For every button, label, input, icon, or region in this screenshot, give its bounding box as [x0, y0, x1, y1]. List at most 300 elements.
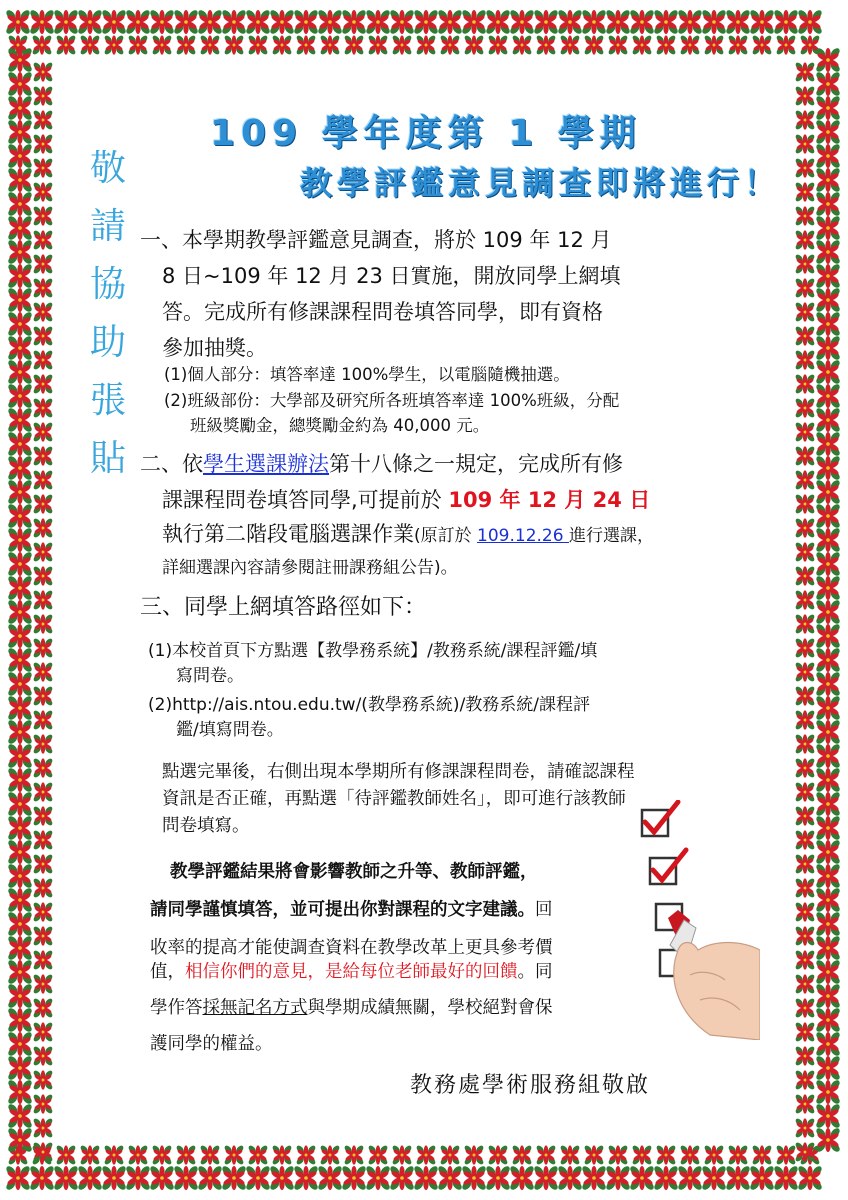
title-line-1: 109 學年度第 1 學期: [210, 113, 642, 154]
poinsettia-icon: [7, 983, 34, 1010]
poinsettia-icon: [295, 34, 316, 55]
poinsettia-icon: [7, 407, 34, 434]
poinsettia-icon: [7, 239, 34, 266]
poinsettia-icon: [535, 34, 556, 55]
poinsettia-icon: [653, 9, 680, 36]
poinsettia-icon: [794, 157, 815, 178]
poinsettia-icon: [32, 493, 53, 514]
poinsettia-icon: [437, 9, 464, 36]
section1-line: 8 日~109 年 12 月 23 日實施，開放同學上網填: [162, 264, 621, 288]
poinsettia-icon: [151, 34, 172, 55]
poinsettia-icon: [794, 613, 815, 634]
section1-line: 參加抽獎。: [162, 336, 267, 360]
poinsettia-icon: [815, 1127, 842, 1154]
poinsettia-icon: [7, 719, 34, 746]
closing-line: 教學評鑑結果將會影響教師之升等、教師評鑑，: [170, 862, 538, 882]
poinsettia-icon: [32, 1069, 53, 1090]
poinsettia-icon: [32, 517, 53, 538]
poinsettia-icon: [815, 1007, 842, 1034]
poinsettia-icon: [773, 1165, 800, 1192]
poinsettia-icon: [559, 1144, 580, 1165]
poinsettia-icon: [727, 1144, 748, 1165]
poinsettia-icon: [583, 34, 604, 55]
poinsettia-icon: [815, 359, 842, 386]
poinsettia-icon: [751, 34, 772, 55]
poinsettia-icon: [815, 887, 842, 914]
poinsettia-icon: [151, 1144, 172, 1165]
poinsettia-icon: [815, 575, 842, 602]
poinsettia-icon: [605, 9, 632, 36]
poinsettia-icon: [815, 911, 842, 938]
poinsettia-icon: [32, 805, 53, 826]
poinsettia-icon: [269, 1165, 296, 1192]
poinsettia-icon: [79, 34, 100, 55]
poinsettia-icon: [29, 1165, 56, 1192]
poinsettia-icon: [7, 527, 34, 554]
poinsettia-icon: [794, 469, 815, 490]
vertical-char: 貼: [89, 438, 126, 479]
poinsettia-icon: [815, 815, 842, 842]
poinsettia-icon: [367, 1144, 388, 1165]
section2-text: 課課程問卷填答同學,可提前於: [162, 488, 449, 512]
poinsettia-icon: [815, 503, 842, 530]
poinsettia-icon: [221, 1165, 248, 1192]
section1-line: 一、本學期教學評鑑意見調查，將於 109 年 12 月: [140, 228, 612, 252]
poinsettia-icon: [32, 109, 53, 130]
poinsettia-icon: [341, 9, 368, 36]
poinsettia-icon: [7, 791, 34, 818]
poinsettia-icon: [815, 551, 842, 578]
poinsettia-icon: [32, 829, 53, 850]
poinsettia-icon: [794, 733, 815, 754]
poinsettia-icon: [655, 34, 676, 55]
poinsettia-icon: [794, 1117, 815, 1138]
poinsettia-icon: [199, 1144, 220, 1165]
poinsettia-icon: [149, 1165, 176, 1192]
title-line-2: 教學評鑑意見調查即將進行！: [300, 164, 782, 202]
section2-prefix: 二、依: [140, 452, 203, 476]
poinsettia-icon: [794, 565, 815, 586]
poinsettia-icon: [7, 311, 34, 338]
poinsettia-icon: [317, 1165, 344, 1192]
poinsettia-icon: [815, 527, 842, 554]
poinsettia-icon: [32, 229, 53, 250]
poinsettia-icon: [55, 1144, 76, 1165]
poinsettia-icon: [415, 1144, 436, 1165]
section3-step: 鑑/填寫問卷。: [176, 720, 284, 740]
poinsettia-icon: [533, 9, 560, 36]
closing-text: 學作答: [150, 998, 203, 1018]
poinsettia-icon: [32, 949, 53, 970]
poinsettia-icon: [32, 877, 53, 898]
poinsettia-icon: [815, 47, 842, 74]
poinsettia-icon: [32, 901, 53, 922]
poinsettia-icon: [794, 829, 815, 850]
poinsettia-icon: [815, 743, 842, 770]
poinsettia-icon: [703, 34, 724, 55]
signature: 教務處學術服務組敬啟: [410, 1073, 651, 1098]
poinsettia-icon: [245, 9, 272, 36]
poinsettia-icon: [794, 133, 815, 154]
section2-line: 詳細選課內容請參閱註冊課務組公告)。: [162, 558, 458, 578]
poinsettia-icon: [101, 1165, 128, 1192]
section1-sub-item: (1)個人部分：填答率達 100%學生，以電腦隨機抽選。: [164, 365, 570, 384]
poinsettia-icon: [391, 34, 412, 55]
poinsettia-icon: [175, 1144, 196, 1165]
poinsettia-icon: [125, 1165, 152, 1192]
poinsettia-icon: [557, 1165, 584, 1192]
section2-text: 第十八條之一規定，完成所有修: [329, 452, 623, 476]
poinsettia-icon: [815, 647, 842, 674]
poinsettia-icon: [794, 349, 815, 370]
poinsettia-icon: [197, 1165, 224, 1192]
poinsettia-icon: [7, 695, 34, 722]
poinsettia-icon: [32, 397, 53, 418]
poinsettia-icon: [703, 1144, 724, 1165]
poinsettia-icon: [413, 1165, 440, 1192]
poinsettia-icon: [389, 9, 416, 36]
poinsettia-icon: [32, 757, 53, 778]
poinsettia-icon: [509, 9, 536, 36]
poinsettia-icon: [775, 34, 796, 55]
poinsettia-icon: [149, 9, 176, 36]
poinsettia-icon: [343, 34, 364, 55]
poinsettia-icon: [794, 493, 815, 514]
poinsettia-icon: [815, 287, 842, 314]
closing-line: [150, 996, 553, 1021]
poinsettia-icon: [7, 959, 34, 986]
poinsettia-icon: [487, 34, 508, 55]
poinsettia-icon: [511, 1144, 532, 1165]
poinsettia-icon: [794, 253, 815, 274]
poinsettia-icon: [7, 767, 34, 794]
poinsettia-icon: [7, 95, 34, 122]
poinsettia-icon: [5, 9, 32, 36]
poinsettia-icon: [103, 1144, 124, 1165]
poinsettia-icon: [794, 301, 815, 322]
poinsettia-icon: [815, 215, 842, 242]
poinsettia-icon: [794, 445, 815, 466]
poinsettia-icon: [7, 935, 34, 962]
poinsettia-icon: [32, 1021, 53, 1042]
closing-text: 與學期成績無關，學校絕對會保: [307, 998, 553, 1018]
poinsettia-icon: [794, 181, 815, 202]
poinsettia-icon: [7, 863, 34, 890]
poinsettia-icon: [727, 34, 748, 55]
poinsettia-icon: [815, 935, 842, 962]
poinsettia-icon: [175, 34, 196, 55]
poinsettia-icon: [32, 637, 53, 658]
poinsettia-icon: [103, 34, 124, 55]
poinsettia-icon: [223, 1144, 244, 1165]
poinsettia-icon: [629, 9, 656, 36]
poinsettia-icon: [7, 671, 34, 698]
poinsettia-icon: [32, 565, 53, 586]
poinsettia-icon: [794, 397, 815, 418]
poinsettia-icon: [751, 1144, 772, 1165]
poinsettia-icon: [53, 9, 80, 36]
poinsettia-icon: [815, 71, 842, 98]
poinsettia-icon: [7, 743, 34, 770]
vertical-char: 請: [89, 206, 126, 247]
vertical-char: 協: [89, 264, 126, 305]
poinsettia-icon: [53, 1165, 80, 1192]
poinsettia-icon: [815, 239, 842, 266]
poinsettia-icon: [32, 181, 53, 202]
poinsettia-icon: [221, 9, 248, 36]
poinsettia-icon: [794, 109, 815, 130]
poinsettia-icon: [389, 1165, 416, 1192]
poinsettia-icon: [32, 685, 53, 706]
poinsettia-icon: [32, 253, 53, 274]
poinsettia-icon: [173, 1165, 200, 1192]
poinsettia-icon: [815, 383, 842, 410]
poinsettia-icon: [245, 1165, 272, 1192]
checkbox-checked-icon: [650, 850, 686, 884]
poinsettia-icon: [32, 325, 53, 346]
poinsettia-icon: [773, 9, 800, 36]
checklist-hand-illustration: [620, 800, 760, 1040]
poinsettia-icon: [365, 9, 392, 36]
poinsettia-icon: [7, 215, 34, 242]
poinsettia-icon: [55, 34, 76, 55]
poinsettia-icon: [794, 997, 815, 1018]
poinsettia-icon: [794, 901, 815, 922]
poinsettia-icon: [32, 157, 53, 178]
poinsettia-icon: [815, 191, 842, 218]
poinsettia-icon: [749, 9, 776, 36]
poinsettia-icon: [794, 421, 815, 442]
poinsettia-icon: [677, 1165, 704, 1192]
poinsettia-icon: [701, 9, 728, 36]
poinsettia-icon: [125, 9, 152, 36]
poinsettia-icon: [775, 1144, 796, 1165]
closing-text: 。同: [517, 962, 553, 982]
poinsettia-icon: [581, 1165, 608, 1192]
closing-text: 回: [535, 900, 553, 920]
poinsettia-icon: [319, 34, 340, 55]
poinsettia-icon: [559, 34, 580, 55]
vertical-char: 助: [89, 322, 126, 363]
poinsettia-icon: [629, 1165, 656, 1192]
section3-heading: 三、同學上網填答路徑如下：: [140, 595, 427, 620]
poinsettia-icon: [32, 613, 53, 634]
poinsettia-icon: [32, 1045, 53, 1066]
poinsettia-icon: [7, 911, 34, 938]
section3-step: (2)http://ais.ntou.edu.tw/(教學務系統)/教務系統/課程評: [148, 695, 591, 715]
section2-text: (原訂於: [414, 526, 478, 546]
poinsettia-icon: [7, 623, 34, 650]
poinsettia-icon: [725, 9, 752, 36]
poinsettia-icon: [815, 479, 842, 506]
poinsettia-icon: [794, 661, 815, 682]
closing-line: 收率的提高才能使調查資料在教學改革上更具參考價: [150, 938, 553, 958]
poinsettia-icon: [679, 1144, 700, 1165]
poinsettia-icon: [415, 34, 436, 55]
poinsettia-icon: [815, 335, 842, 362]
poinsettia-icon: [317, 9, 344, 36]
poinsettia-icon: [32, 85, 53, 106]
poinsettia-icon: [815, 1079, 842, 1106]
section2-text: 進行選課，: [568, 526, 654, 546]
poinsettia-icon: [7, 263, 34, 290]
poinsettia-icon: [815, 959, 842, 986]
poinsettia-icon: [439, 1144, 460, 1165]
poinsettia-icon: [293, 1165, 320, 1192]
poinsettia-icon: [247, 1144, 268, 1165]
poinsettia-icon: [749, 1165, 776, 1192]
poinsettia-icon: [487, 1144, 508, 1165]
closing-line: [150, 898, 553, 923]
poinsettia-icon: [794, 1069, 815, 1090]
poinsettia-icon: [31, 34, 52, 55]
early-selection-date: 109 年 12 月 24 日: [448, 488, 651, 512]
poinsettia-icon: [437, 1165, 464, 1192]
poinsettia-icon: [815, 167, 842, 194]
poinsettia-icon: [485, 1165, 512, 1192]
closing-line: [150, 960, 553, 985]
section3-note: 問卷填寫。: [162, 816, 250, 836]
poinsettia-icon: [367, 34, 388, 55]
poinsettia-icon: [463, 34, 484, 55]
closing-bold: 請同學謹慎填答，並可提出你對課程的文字建議。: [150, 900, 535, 920]
section3-step: 寫問卷。: [176, 666, 244, 686]
course-selection-rules-link[interactable]: 學生選課辦法: [203, 452, 329, 476]
poinsettia-icon: [32, 61, 53, 82]
poinsettia-icon: [815, 983, 842, 1010]
poinsettia-icon: [7, 647, 34, 674]
poinsettia-icon: [607, 34, 628, 55]
poinsettia-icon: [7, 1055, 34, 1082]
poinsettia-icon: [679, 34, 700, 55]
poinsettia-icon: [413, 9, 440, 36]
poinsettia-icon: [295, 1144, 316, 1165]
closing-text: 值，: [150, 962, 185, 982]
poinsettia-icon: [815, 143, 842, 170]
poinsettia-icon: [77, 9, 104, 36]
poinsettia-icon: [32, 997, 53, 1018]
poinsettia-icon: [32, 733, 53, 754]
poinsettia-icon: [794, 277, 815, 298]
poinsettia-icon: [794, 949, 815, 970]
closing-underline: 採無記名方式: [202, 998, 308, 1018]
poinsettia-icon: [794, 373, 815, 394]
poinsettia-icon: [797, 1165, 824, 1192]
poinsettia-icon: [815, 719, 842, 746]
poinsettia-icon: [173, 9, 200, 36]
poinsettia-icon: [535, 1144, 556, 1165]
poinsettia-icon: [605, 1165, 632, 1192]
poinsettia-icon: [794, 637, 815, 658]
poinsettia-icon: [7, 1103, 34, 1130]
section1-line: 答。完成所有修課課程問卷填答同學，即有資格: [162, 300, 603, 324]
poinsettia-icon: [815, 623, 842, 650]
poinsettia-icon: [127, 1144, 148, 1165]
vertical-please-post-text: [83, 140, 133, 488]
poinsettia-icon: [32, 589, 53, 610]
poinsettia-icon: [794, 709, 815, 730]
poinsettia-icon: [511, 34, 532, 55]
closing-line: 護同學的權益。: [150, 1034, 273, 1054]
checkbox-checked-icon: [642, 802, 678, 836]
poinsettia-icon: [725, 1165, 752, 1192]
poinsettia-icon: [7, 1007, 34, 1034]
poinsettia-icon: [7, 383, 34, 410]
poinsettia-icon: [461, 1165, 488, 1192]
poinsettia-icon: [655, 1144, 676, 1165]
poinsettia-icon: [794, 781, 815, 802]
poinsettia-icon: [32, 445, 53, 466]
poinsettia-icon: [815, 119, 842, 146]
poinsettia-icon: [7, 287, 34, 314]
section3-note: 點選完畢後，右側出現本學期所有修課課程問卷，請確認課程: [162, 762, 635, 782]
poinsettia-icon: [794, 85, 815, 106]
vertical-char: 張: [89, 380, 126, 421]
poinsettia-icon: [79, 1144, 100, 1165]
poinsettia-icon: [461, 9, 488, 36]
poinsettia-icon: [32, 301, 53, 322]
poinsettia-icon: [631, 34, 652, 55]
poinsettia-icon: [7, 71, 34, 98]
poinsettia-icon: [794, 757, 815, 778]
poinsettia-icon: [343, 1144, 364, 1165]
poinsettia-icon: [341, 1165, 368, 1192]
poinsettia-icon: [7, 815, 34, 842]
poinsettia-icon: [32, 373, 53, 394]
poinsettia-icon: [607, 1144, 628, 1165]
poinsettia-icon: [794, 61, 815, 82]
poinsettia-icon: [815, 431, 842, 458]
poinsettia-icon: [7, 1031, 34, 1058]
poinsettia-icon: [7, 479, 34, 506]
poinsettia-icon: [29, 9, 56, 36]
poinsettia-icon: [271, 34, 292, 55]
poinsettia-icon: [7, 431, 34, 458]
poinsettia-icon: [269, 9, 296, 36]
poinsettia-icon: [32, 205, 53, 226]
poinsettia-icon: [815, 863, 842, 890]
section2-line: [162, 482, 650, 518]
poinsettia-icon: [32, 1093, 53, 1114]
poinsettia-icon: [815, 1055, 842, 1082]
poinsettia-icon: [32, 541, 53, 562]
poinsettia-icon: [701, 1165, 728, 1192]
poinsettia-icon: [794, 877, 815, 898]
poinsettia-icon: [815, 1103, 842, 1130]
poinsettia-icon: [794, 685, 815, 706]
poinsettia-icon: [815, 311, 842, 338]
poinsettia-icon: [794, 1045, 815, 1066]
section2-line: [140, 446, 623, 482]
poinsettia-icon: [7, 47, 34, 74]
section3-note: 資訊是否正確，再點選「待評鑑教師姓名」，即可進行該教師: [162, 789, 626, 809]
poinsettia-icon: [223, 34, 244, 55]
poinsettia-icon: [797, 9, 824, 36]
poinsettia-icon: [509, 1165, 536, 1192]
poinsettia-icon: [7, 503, 34, 530]
poinsettia-icon: [533, 1165, 560, 1192]
poinsettia-icon: [32, 781, 53, 802]
hand-with-marker-icon: [668, 910, 760, 1040]
poinsettia-icon: [5, 1165, 32, 1192]
poinsettia-icon: [581, 9, 608, 36]
poinsettia-icon: [583, 1144, 604, 1165]
poinsettia-icon: [815, 455, 842, 482]
original-date-link[interactable]: 109.12.26: [477, 526, 569, 546]
poinsettia-icon: [101, 9, 128, 36]
poinsettia-icon: [815, 767, 842, 794]
poinsettia-icon: [199, 34, 220, 55]
